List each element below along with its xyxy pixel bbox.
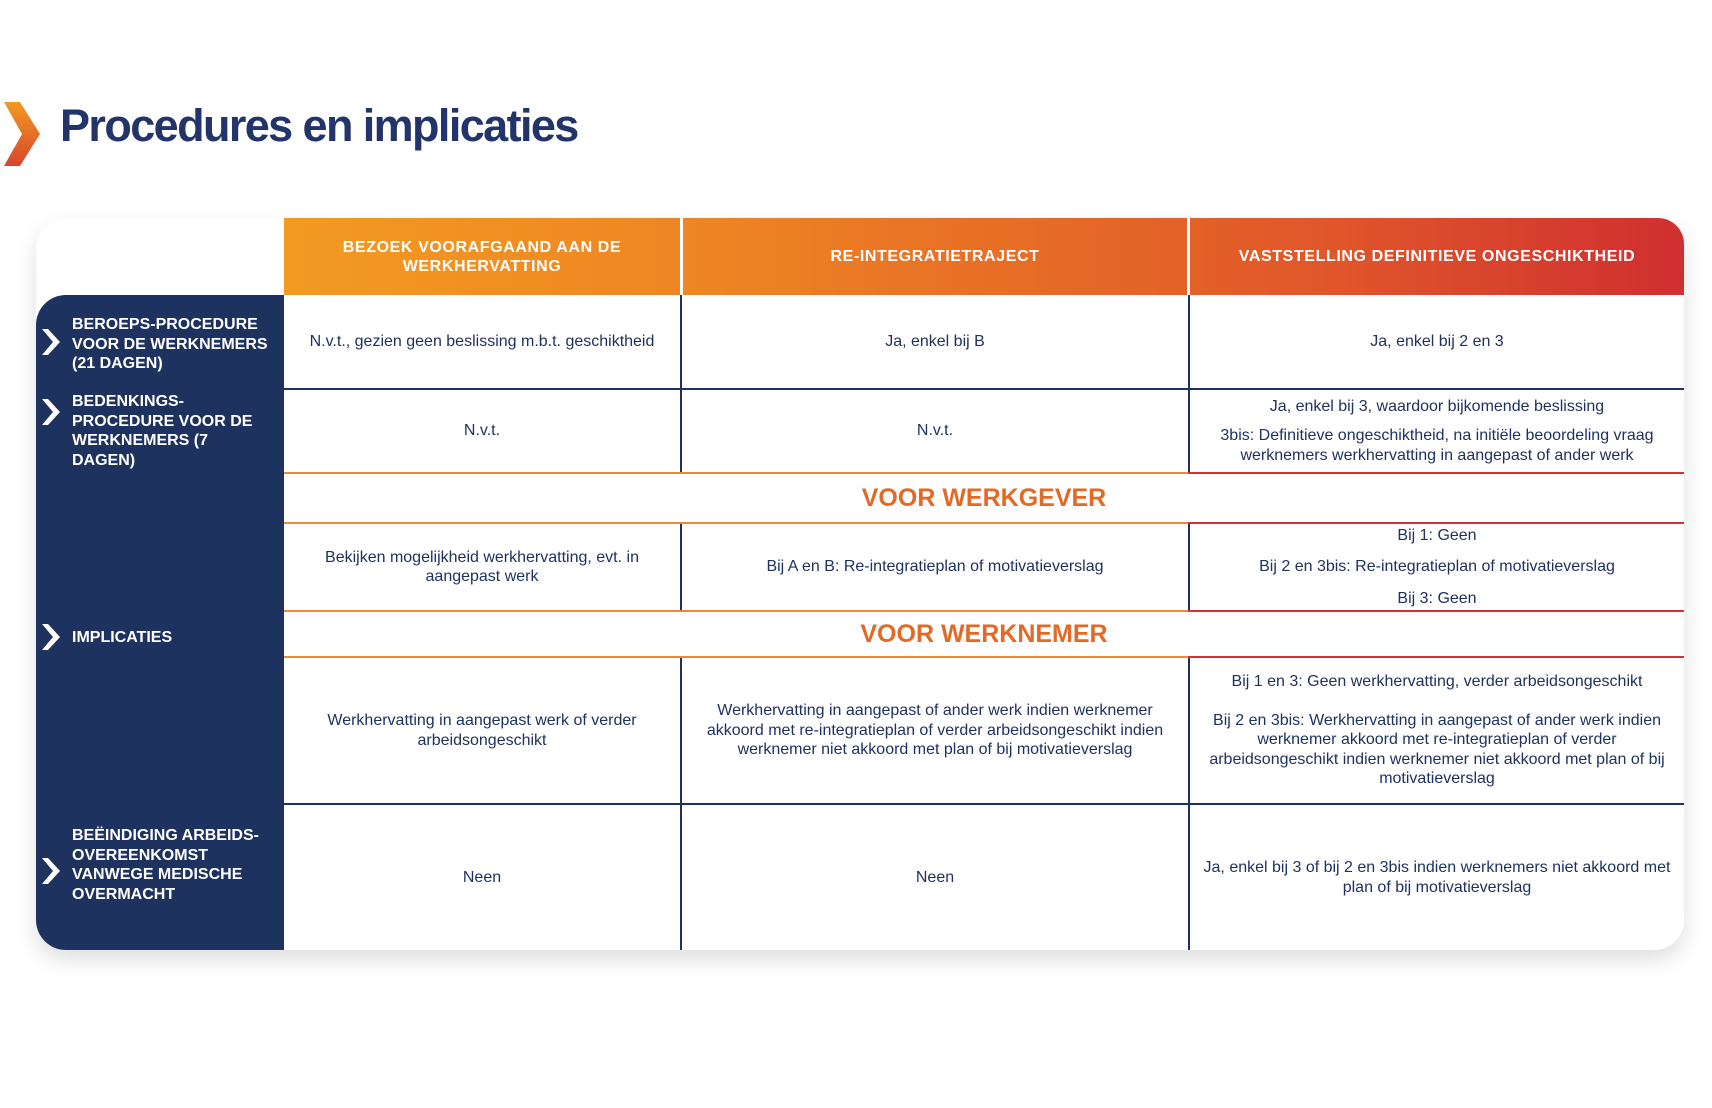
table-cell: Werkhervatting in aangepast of ander werk indien werknemer akkoord met re-integratieplan of verder arbeidsongeschikt indien werknemer niet akkoord met plan of bij motivatieverslag [706, 702, 1164, 759]
column-header: BEZOEK VOORAFGAAND AAN DE WERKHERVATTING [342, 238, 622, 275]
cell-line: Bij 2 en 3bis: Werkhervatting in aangepast of ander werk indien werknemer akkoord met re-integratieplan of verder arbeidsongeschikt indien werknemer niet akkoord met plan of bij motivatieverslag [1209, 711, 1665, 788]
table-cell: Bekijken mogelijkheid werkhervatting, evt. in aangepast werk [325, 548, 639, 585]
column-header: VASTSTELLING DEFINITIEVE ONGESCHIKTHEID [1238, 248, 1636, 265]
column-header: RE-INTEGRATIETRAJECT [830, 248, 1040, 265]
table-cell [1190, 390, 1684, 472]
cell-line: Ja, enkel bij 3, waardoor bijkomende beslissing [1269, 397, 1605, 415]
table-cell [1190, 524, 1684, 610]
row-label-text: IMPLICATIES [72, 629, 173, 646]
table-cell: Ja, enkel bij B [885, 332, 985, 350]
table-cell: Neen [462, 868, 502, 886]
table-cell: N.v.t. [463, 422, 501, 440]
chevron-right-icon [2, 102, 42, 166]
row-label-text: BEDENKINGS-PROCEDURE VOOR DE WERKNEMERS (7 DAGEN) [72, 393, 253, 469]
row-label-bedenkings [36, 389, 286, 473]
cell-line: Bij 1 en 3: Geen werkhervatting, verder arbeidsongeschikt [1231, 673, 1643, 691]
chevron-right-icon [42, 858, 60, 884]
chevron-right-icon [42, 329, 60, 355]
cell-line: Bij 1: Geen [1397, 526, 1477, 544]
row-label-text: BEROEPS-PROCEDURE VOOR DE WERKNEMERS (21 DAGEN) [72, 316, 268, 372]
row-label-beroeps [36, 295, 286, 389]
table-body [284, 295, 1684, 950]
table-cell: Neen [915, 868, 955, 886]
cell-line: Bij 3: Geen [1397, 589, 1477, 607]
chevron-right-icon [42, 399, 60, 425]
cell-line: 3bis: Definitieve ongeschiktheid, na initiële beoordeling vraag werknemers werkhervatting in aangepast of ander werk [1220, 427, 1654, 464]
section-heading-werkgever: VOOR WERKGEVER [861, 483, 1107, 512]
table-cell: N.v.t. [916, 422, 954, 440]
row-label-text: BEËINDIGING ARBEIDS-OVEREENKOMST VANWEGE MEDISCHE OVERMACHT [72, 827, 259, 903]
table-cell: N.v.t., gezien geen beslissing m.b.t. geschiktheid [309, 332, 655, 350]
table-cell: Ja, enkel bij 2 en 3 [1370, 332, 1504, 350]
table-cell: Ja, enkel bij 3 of bij 2 en 3bis indien werknemers niet akkoord met plan of bij motivatieverslag [1203, 859, 1671, 896]
page-title: Procedures en implicaties [60, 100, 578, 151]
row-label-beeindiging [36, 820, 286, 910]
page-header [0, 96, 800, 166]
row-label-implicaties [36, 616, 286, 660]
table-cell: Werkhervatting in aangepast werk of verder arbeidsongeschikt [327, 712, 637, 749]
table-cell [1190, 658, 1684, 803]
section-heading-werknemer: VOOR WERKNEMER [860, 619, 1108, 648]
table-header [284, 218, 1684, 295]
cell-line: Bij 2 en 3bis: Re-integratieplan of motivatieverslag [1259, 558, 1615, 576]
table-cell: Bij A en B: Re-integratieplan of motivatieverslag [766, 558, 1104, 576]
chevron-right-icon [42, 624, 60, 650]
